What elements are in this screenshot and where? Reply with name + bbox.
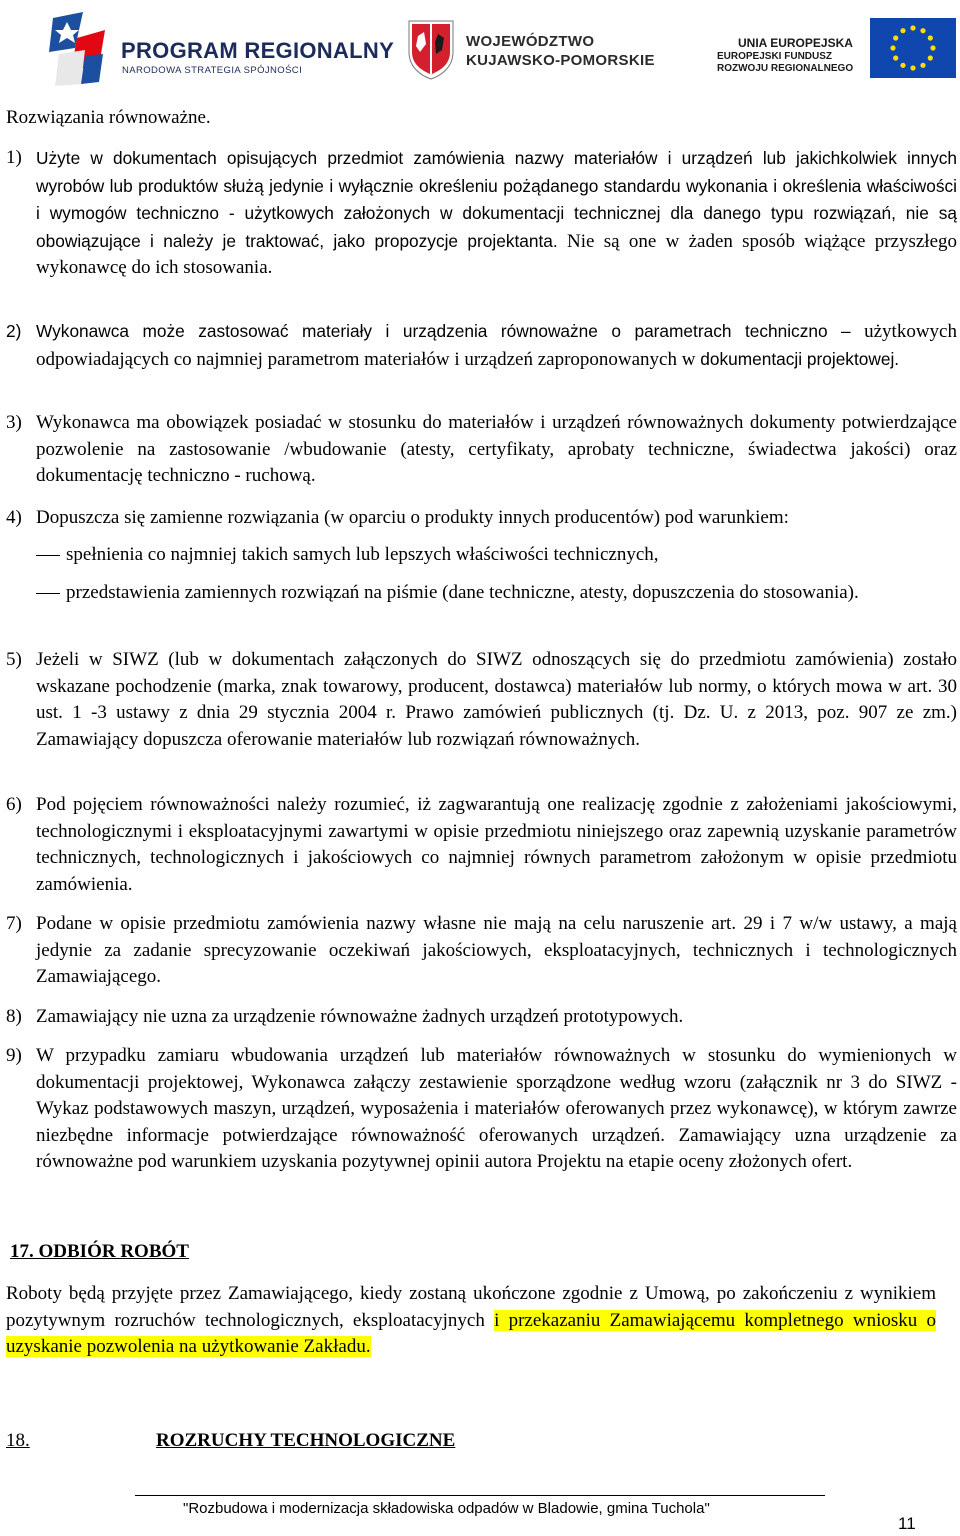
list-item-5 — [6, 647, 957, 753]
list-item-text — [36, 145, 957, 282]
unia-europejska-logo — [680, 8, 960, 88]
section-18-title: ROZRUCHY TECHNOLOGICZNE — [156, 1430, 456, 1451]
item2-serif-text: użytkowych odpowiadających co najmniej parametrom materiałów i urządzeń zaproponowanych w — [36, 321, 957, 370]
header-logos — [0, 0, 960, 92]
dash-list-item-1 — [36, 542, 957, 569]
item1-serif-text: Nie są one w żaden sposób wiążące przyszłego wykonawcę do ich stosowania. — [36, 230, 958, 278]
list-item-3 — [6, 410, 957, 490]
item2-sans-text-a: Wykonawca może zastosować materiały i urządzenia równoważne o parametrach techniczno – — [36, 321, 865, 341]
dash-item-text: przedstawienia zamiennych rozwiązań na piśmie (dane techniczne, atesty, dopuszczenia do stosowania). — [66, 582, 859, 603]
list-item-4 — [6, 505, 957, 532]
list-item-number: 5) — [6, 649, 22, 670]
logo-program-title: PROGRAM REGIONALNY — [121, 38, 395, 63]
dash-item-text: spełnienia co najmniej takich samych lub lepszych właściwości technicznych, — [66, 544, 659, 565]
footer-divider — [135, 1495, 825, 1496]
list-item-8 — [6, 1004, 957, 1031]
wojewodztwo-logo — [402, 8, 655, 88]
list-item-text: Pod pojęciem równoważności należy rozumieć, iż zagwarantują one realizację zgodnie z założeniami jakościowymi, technologicznymi i eksploatacyjnymi zawartymi w opisie przedmiotu niniejszego oraz zapewnią uzyskanie parametrów technicznych, technologicznych i jakościowych co najmniej równych parametrom założonym w opisie przedmiotu zamówienia. — [36, 794, 957, 895]
program-regionalny-emblem-icon — [45, 8, 117, 88]
list-item-text: Dopuszcza się zamienne rozwiązania (w oparciu o produkty innych producentów) pod warunkiem: — [36, 507, 789, 528]
section-17-plain-text: Roboty będą przyjęte przez Zamawiającego, kiedy zostaną ukończone zgodnie z Umową, po zakończeniu z wynikiem pozytywnym rozruchów technologicznych, eksploatacyjnych — [6, 1283, 936, 1331]
list-item-1 — [6, 145, 957, 282]
item2-sans-text-b: dokumentacji projektowej. — [695, 348, 900, 369]
logo-wojewodztwo-line2: KUJAWSKO-POMORSKIE — [466, 52, 655, 69]
program-regionalny-logo — [45, 8, 395, 88]
list-item-number: 1) — [6, 147, 22, 168]
eu-flag-icon — [870, 18, 956, 78]
list-item-text: W przypadku zamiaru wbudowania urządzeń lub materiałów równoważnych w stosunku do wymienionych w dokumentacji projektowej, Wykonawca załączy zestawienie sporządzone według wzoru (załącznik nr 3 do SIWZ - Wykaz podstawowych maszyn, urządzeń, wyposażenia i materiałów oferowanych przez wykonawcę), w którym zawrze niezbędne informacje potwierdzające równoważność oferowanych urządzeń. Zamawiający uzna urządzenie za równoważne pod warunkiem uzyskania pozytywnej opinii autora Projektu na etapie oceny złożonych ofert. — [36, 1045, 957, 1172]
page-number: 11 — [898, 1514, 916, 1533]
section-17-highlighted-text: i przekazaniu Zamawiającemu kompletnego wniosku o uzyskanie pozwolenia na użytkowanie Zakładu. — [6, 1309, 936, 1357]
list-item-6 — [6, 792, 957, 898]
section-18-number: 18. — [6, 1430, 30, 1451]
item1-sans-text: Użyte w dokumentach opisujących przedmiot zamówienia nazwy materiałów i urządzeń lub jakichkolwiek innych wyrobów lub produktów służą jedynie i wyłącznie określeniu pożądanego standardu wykonania i określenia właściwości i wymogów techniczno - użytkowych założonych w dokumentacji technicznej dla danego typu rozwiązań, nie są obowiązujące i należy je traktować, jako propozycje projektanta. — [36, 148, 957, 251]
list-item-number: 4) — [6, 507, 22, 528]
section-17-text — [6, 1281, 936, 1361]
section-title: Rozwiązania równoważne. — [6, 107, 211, 128]
dash-bullet-icon — [36, 555, 60, 556]
list-item-number: 8) — [6, 1006, 22, 1027]
list-item-text: Zamawiający nie uzna za urządzenie równoważne żadnych urządzeń prototypowych. — [36, 1006, 684, 1027]
wojewodztwo-herb-icon — [406, 18, 456, 80]
dash-bullet-icon — [36, 593, 60, 594]
logo-ue-line3: ROZWOJU REGIONALNEGO — [717, 63, 854, 74]
footer-project-title: "Rozbudowa i modernizacja składowiska odpadów w Bladowie, gmina Tuchola" — [183, 1500, 710, 1517]
list-item-number: 9) — [6, 1045, 22, 1066]
logo-ue-line1: UNIA EUROPEJSKA — [738, 36, 853, 50]
section-17-heading: 17. ODBIÓR ROBÓT — [10, 1241, 189, 1262]
list-item-text: Wykonawca ma obowiązek posiadać w stosunku do materiałów i urządzeń równoważnych dokumenty potwierdzające pozwolenie na zastosowanie /wbudowanie (atesty, certyfikaty, aprobaty techniczne, świadectwa jakości) oraz dokumentację techniczno - ruchową. — [36, 412, 957, 486]
list-item-number: 6) — [6, 794, 22, 815]
list-item-7 — [6, 911, 957, 991]
list-item-text: Jeżeli w SIWZ (lub w dokumentach załączonych do SIWZ odnoszących się do przedmiotu zamówienia) zostało wskazane pochodzenie (marka, znak towarowy, producent, dostawca) materiałów lub normy, o których mowa w art. 30 ust. 1 -3 ustawy z dnia 29 stycznia 2004 r. Prawo zamówień publicznych (tj. Dz. U. z 2013, poz. 907 ze zm.) Zamawiający dopuszcza oferowanie materiałów lub rozwiązań równoważnych. — [36, 649, 957, 750]
list-item-number: 3) — [6, 412, 22, 433]
list-item-text — [36, 318, 957, 373]
logo-program-subtitle: NARODOWA STRATEGIA SPÓJNOŚCI — [122, 65, 303, 76]
list-item-2 — [6, 318, 957, 373]
list-item-text: Podane w opisie przedmiotu zamówienia nazwy własne nie mają na celu naruszenie art. 29 i 7 w/w ustawy, a mają jedynie za zadanie sprecyzowanie oczekiwań jakościowych, eksploatacyjnych, technicznych i technologicznych Zamawiającego. — [36, 913, 957, 987]
list-item-number: 7) — [6, 913, 22, 934]
list-item-number: 2) — [6, 321, 22, 341]
list-item-9 — [6, 1043, 957, 1176]
dash-list-item-2 — [36, 580, 957, 607]
logo-ue-line2: EUROPEJSKI FUNDUSZ — [717, 51, 833, 62]
logo-wojewodztwo-line1: WOJEWÓDZTWO — [466, 33, 595, 50]
